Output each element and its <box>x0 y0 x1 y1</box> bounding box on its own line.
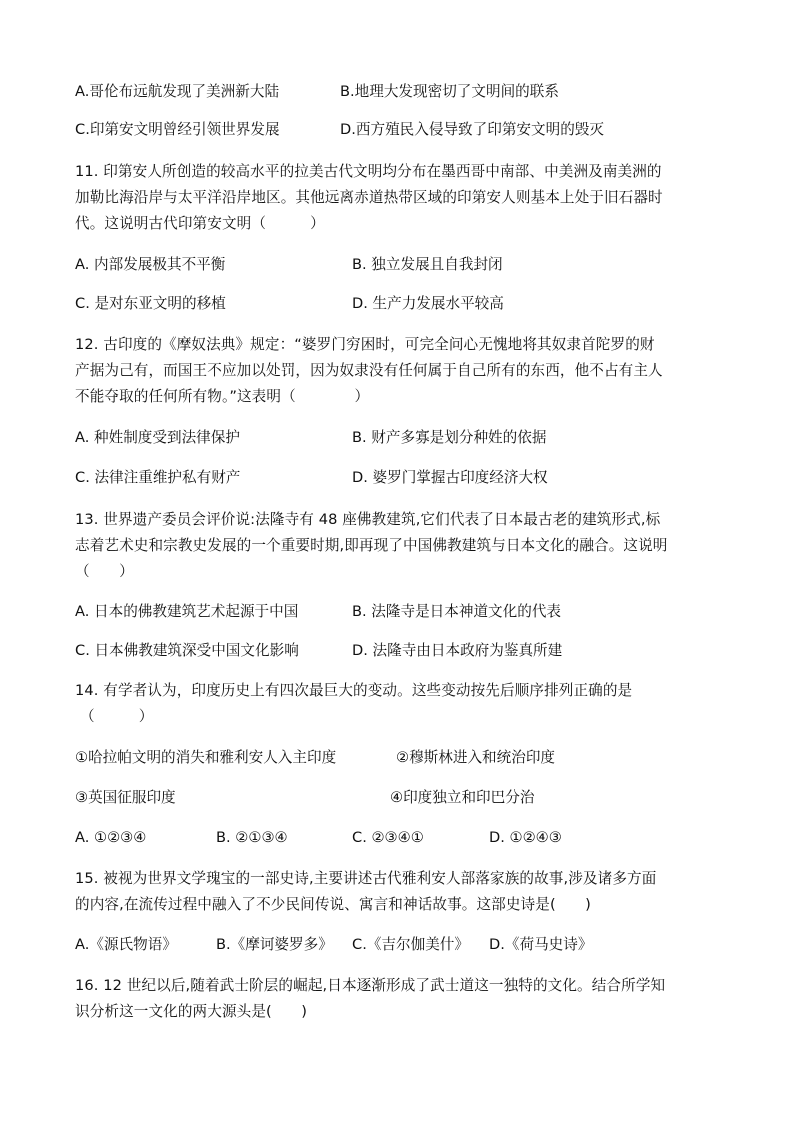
q12-option-b: B. 财产多寡是划分种姓的依据 <box>352 429 547 446</box>
q15-option-c: C.《吉尔伽美什》 <box>352 936 469 953</box>
q13-option-b: B. 法隆寺是日本神道文化的代表 <box>352 603 562 620</box>
q14-line: 14. 有学者认为，印度历史上有四次最巨大的变动。这些变动按先后顺序排列正确的是 <box>75 682 633 699</box>
q14-item-4: ④印度独立和印巴分治 <box>390 789 535 806</box>
q14-item-1: ①哈拉帕文明的消失和雅利安人入主印度 <box>75 749 337 766</box>
q14-line: （ ） <box>80 708 154 725</box>
q14-item-2: ②穆斯林进入和统治印度 <box>396 749 556 766</box>
q15-option-d: D.《荷马史诗》 <box>489 936 593 953</box>
q12-line: 产据为己有，而国王不应加以处罚，因为奴隶没有任何属于自己所有的东西，他不占有主人 <box>75 362 663 379</box>
q12-option-a: A. 种姓制度受到法律保护 <box>75 429 240 446</box>
q13-line: 志着艺术史和宗教史发展的一个重要时期,即再现了中国佛教建筑与日本文化的融合。这说明 <box>75 537 668 554</box>
q10-option-c: C.印第安文明曾经引领世界发展 <box>75 121 280 138</box>
q12-option-d: D. 婆罗门掌握古印度经济大权 <box>352 469 548 486</box>
q12-line: 不能夺取的任何所有物。”这表明（ ） <box>75 388 370 405</box>
q15-option-b: B.《摩诃婆罗多》 <box>216 936 333 953</box>
q15-option-a: A.《源氏物语》 <box>75 936 177 953</box>
q12-line: 12. 古印度的《摩奴法典》规定：“婆罗门穷困时，可完全问心无愧地将其奴隶首陀罗的财 <box>75 336 655 353</box>
q12-option-c: C. 法律注重维护私有财产 <box>75 469 241 486</box>
q10-option-b: B.地理大发现密切了文明间的联系 <box>340 83 559 100</box>
q16-line: 16. 12 世纪以后,随着武士阶层的崛起,日本逐渐形成了武士道这一独特的文化。结合所学知 <box>75 977 666 994</box>
q11-option-b: B. 独立发展且自我封闭 <box>352 256 503 273</box>
q15-line: 的内容,在流传过程中融入了不少民间传说、寓言和神话故事。这部史诗是( ) <box>75 896 591 913</box>
q11-option-c: C. 是对东亚文明的移植 <box>75 295 226 312</box>
q14-option-c: C. ②③④① <box>352 829 424 846</box>
q11-line: 加勒比海沿岸与太平洋沿岸地区。其他远离赤道热带区域的印第安人则基本上处于旧石器时 <box>75 189 663 206</box>
q13-option-a: A. 日本的佛教建筑艺术起源于中国 <box>75 603 299 620</box>
q14-option-d: D. ①②④③ <box>489 829 562 846</box>
q14-option-b: B. ②①③④ <box>216 829 288 846</box>
q11-line: 代。这说明古代印第安文明（ ） <box>75 215 325 232</box>
q13-option-d: D. 法隆寺由日本政府为鉴真所建 <box>352 642 563 659</box>
q11-option-a: A. 内部发展极其不平衡 <box>75 256 226 273</box>
q10-option-a: A.哥伦布远航发现了美洲新大陆 <box>75 83 280 100</box>
q14-option-a: A. ①②③④ <box>75 829 147 846</box>
q11-option-d: D. 生产力发展水平较高 <box>352 295 504 312</box>
q13-line: 13. 世界遗产委员会评价说:法隆寺有 48 座佛教建筑,它们代表了日本最古老的建筑形式,标 <box>75 511 661 528</box>
q16-line: 识分析这一文化的两大源头是( ) <box>75 1003 307 1020</box>
q14-item-3: ③英国征服印度 <box>75 789 176 806</box>
q13-option-c: C. 日本佛教建筑深受中国文化影响 <box>75 642 299 659</box>
q15-line: 15. 被视为世界文学瑰宝的一部史诗,主要讲述古代雅利安人部落家族的故事,涉及诸多方面 <box>75 870 657 887</box>
q13-line: （ ） <box>75 563 134 580</box>
q10-option-d: D.西方殖民入侵导致了印第安文明的毁灭 <box>340 121 604 138</box>
q11-line: 11. 印第安人所创造的较高水平的拉美古代文明均分布在墨西哥中南部、中美洲及南美洲的 <box>75 163 662 180</box>
